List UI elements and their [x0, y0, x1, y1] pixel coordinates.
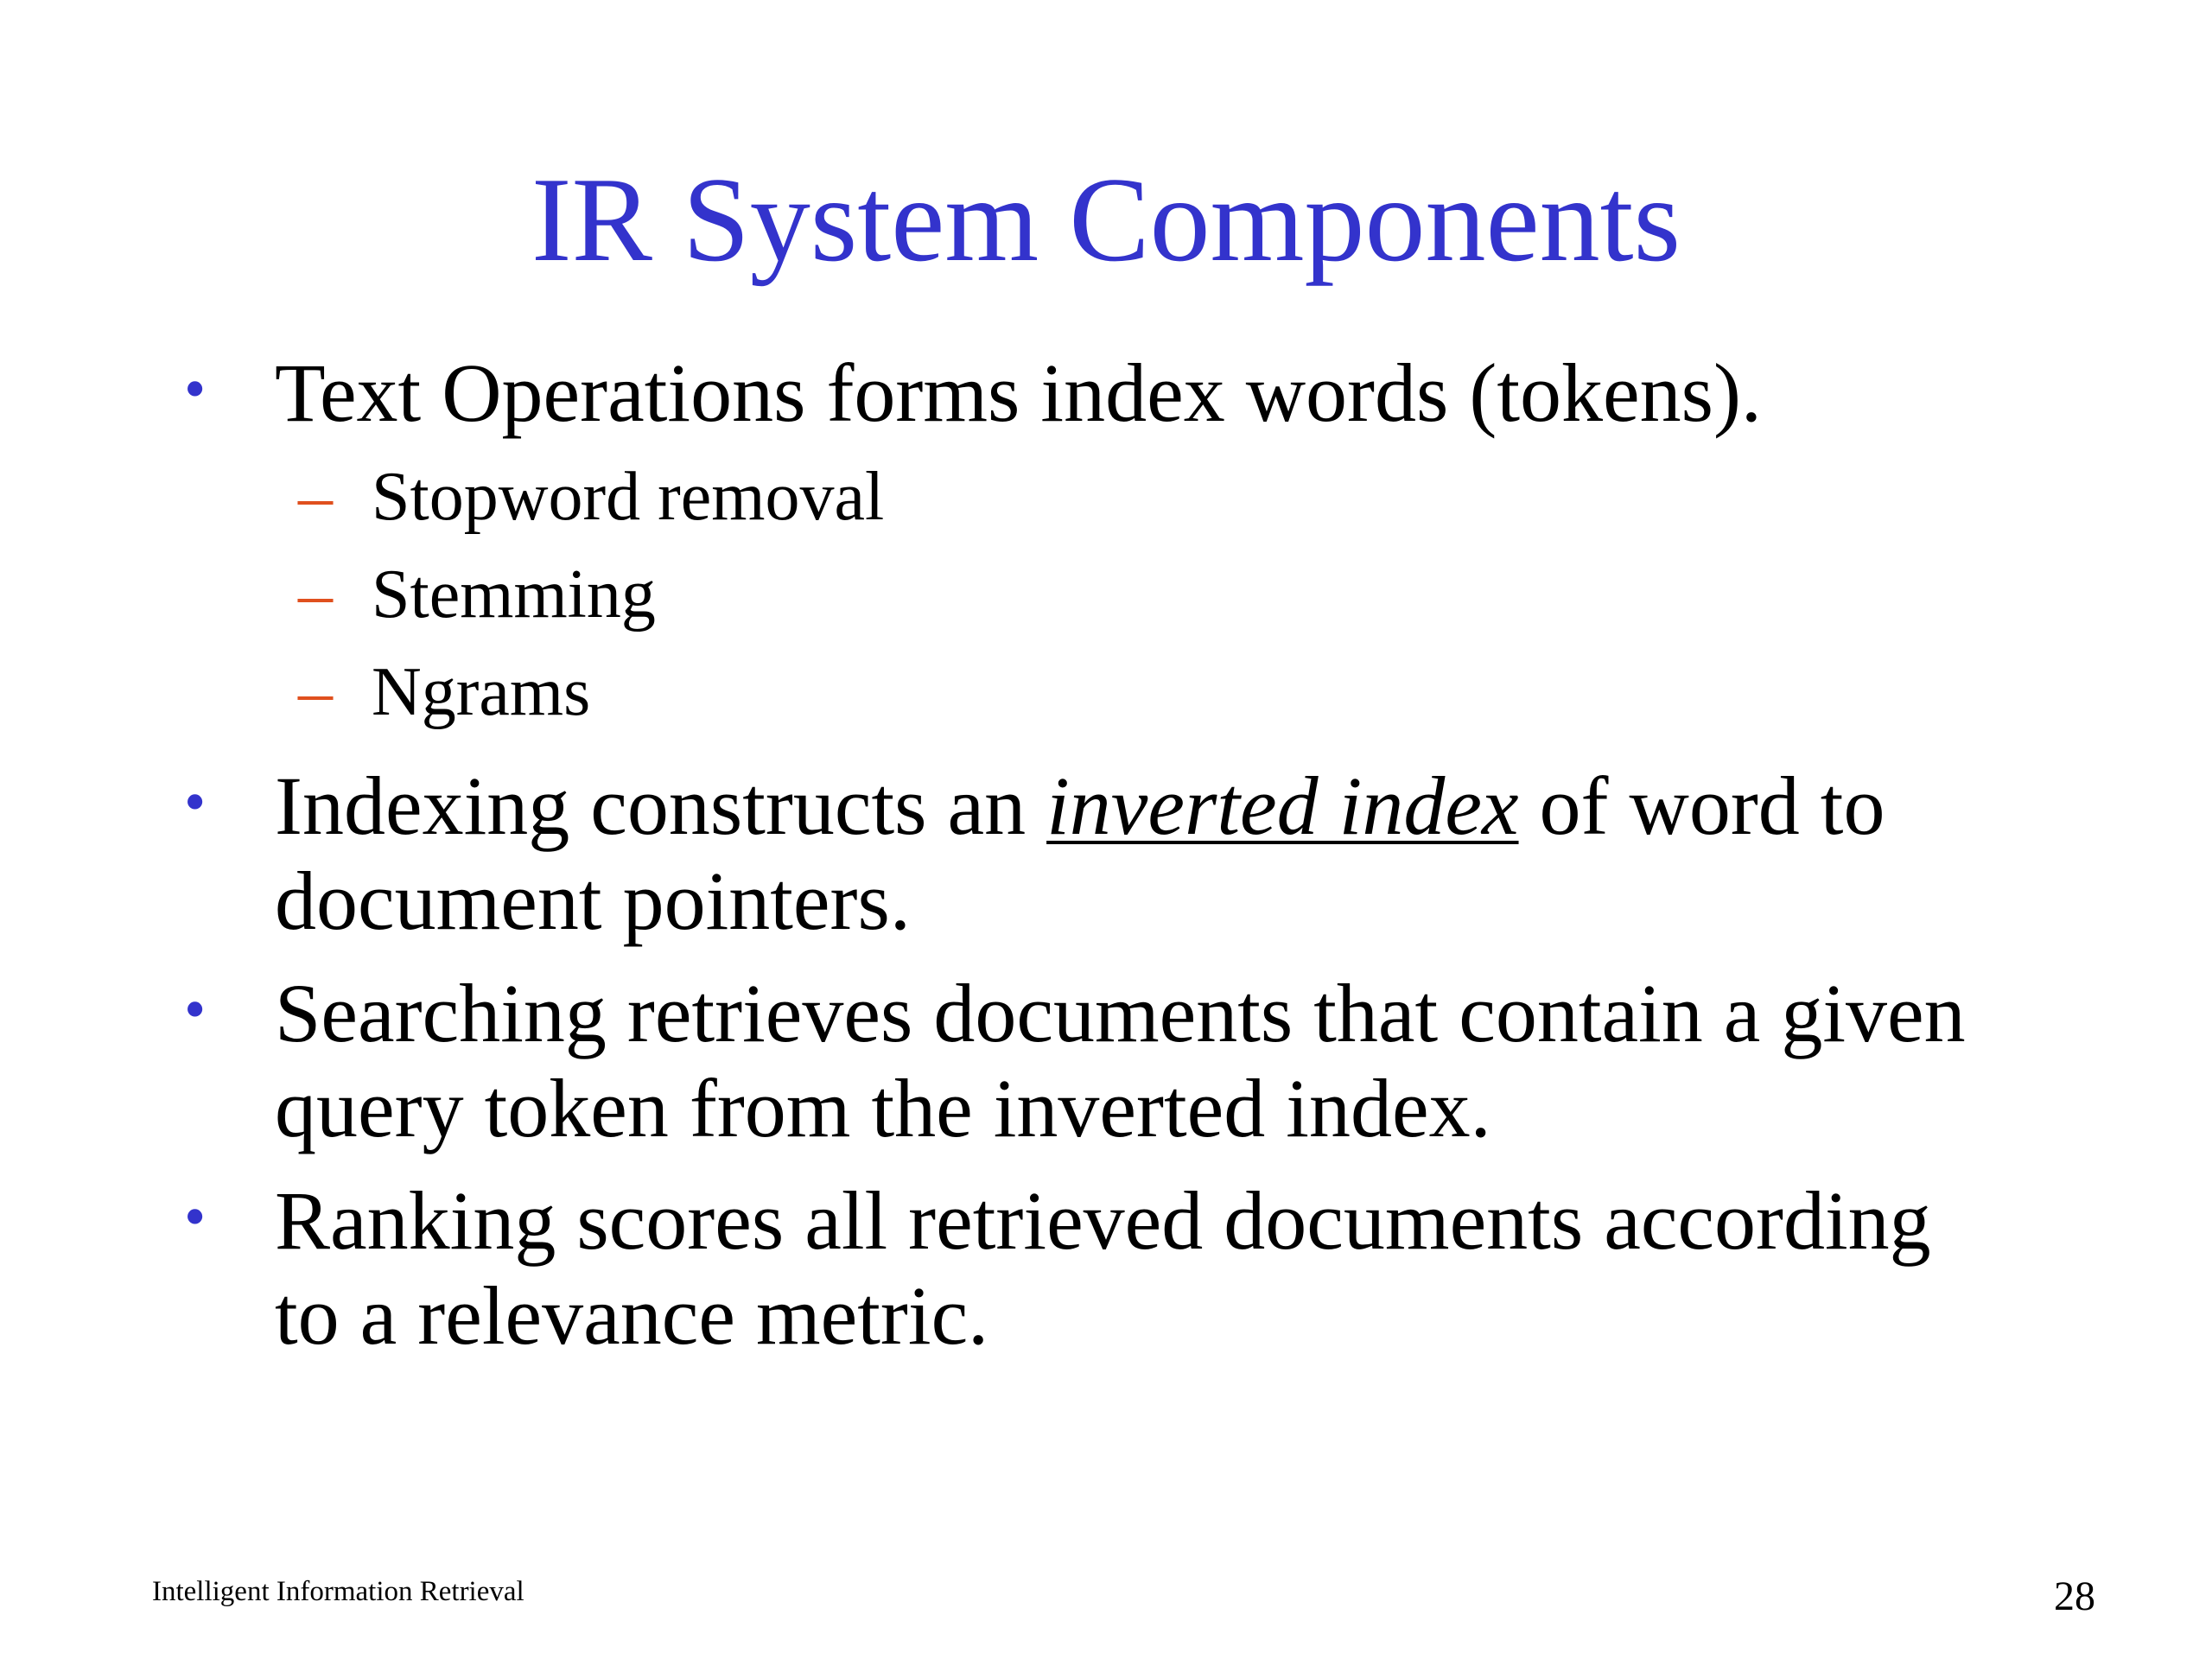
bullet-text-before: Indexing constructs an — [275, 760, 1047, 852]
bullet-marker: • — [184, 767, 207, 836]
bullet-marker: • — [184, 1182, 207, 1251]
sub-marker: – — [298, 654, 333, 730]
bullet-text: Text Operations forms index words (tokens). — [275, 346, 1762, 439]
sub-marker: – — [298, 459, 333, 535]
bullet-text-continuation: query token from the inverted index. — [275, 1062, 1491, 1154]
sub-item-text: Stopword removal — [372, 459, 885, 535]
footer-course-title: Intelligent Information Retrieval — [152, 1576, 524, 1607]
bullet-text — [275, 759, 2098, 854]
sub-marker: – — [298, 556, 333, 632]
bullet-text: Ranking scores all retrieved documents according — [275, 1174, 1931, 1267]
sub-item-text: Stemming — [372, 556, 656, 632]
inverted-index-term: inverted index — [1046, 760, 1519, 852]
page-number: 28 — [2054, 1573, 2095, 1619]
sub-item-text: Ngrams — [372, 654, 591, 730]
bullet-text-after: of word to — [1518, 760, 1885, 852]
bullet-text: Searching retrieves documents that contain a given — [275, 967, 1966, 1059]
slide-title: IR System Components — [531, 153, 1681, 287]
bullet-marker: • — [184, 975, 207, 1044]
bullet-marker: • — [184, 354, 207, 423]
bullet-text-continuation: to a relevance metric. — [275, 1269, 989, 1362]
bullet-text-continuation: document pointers. — [275, 855, 911, 947]
